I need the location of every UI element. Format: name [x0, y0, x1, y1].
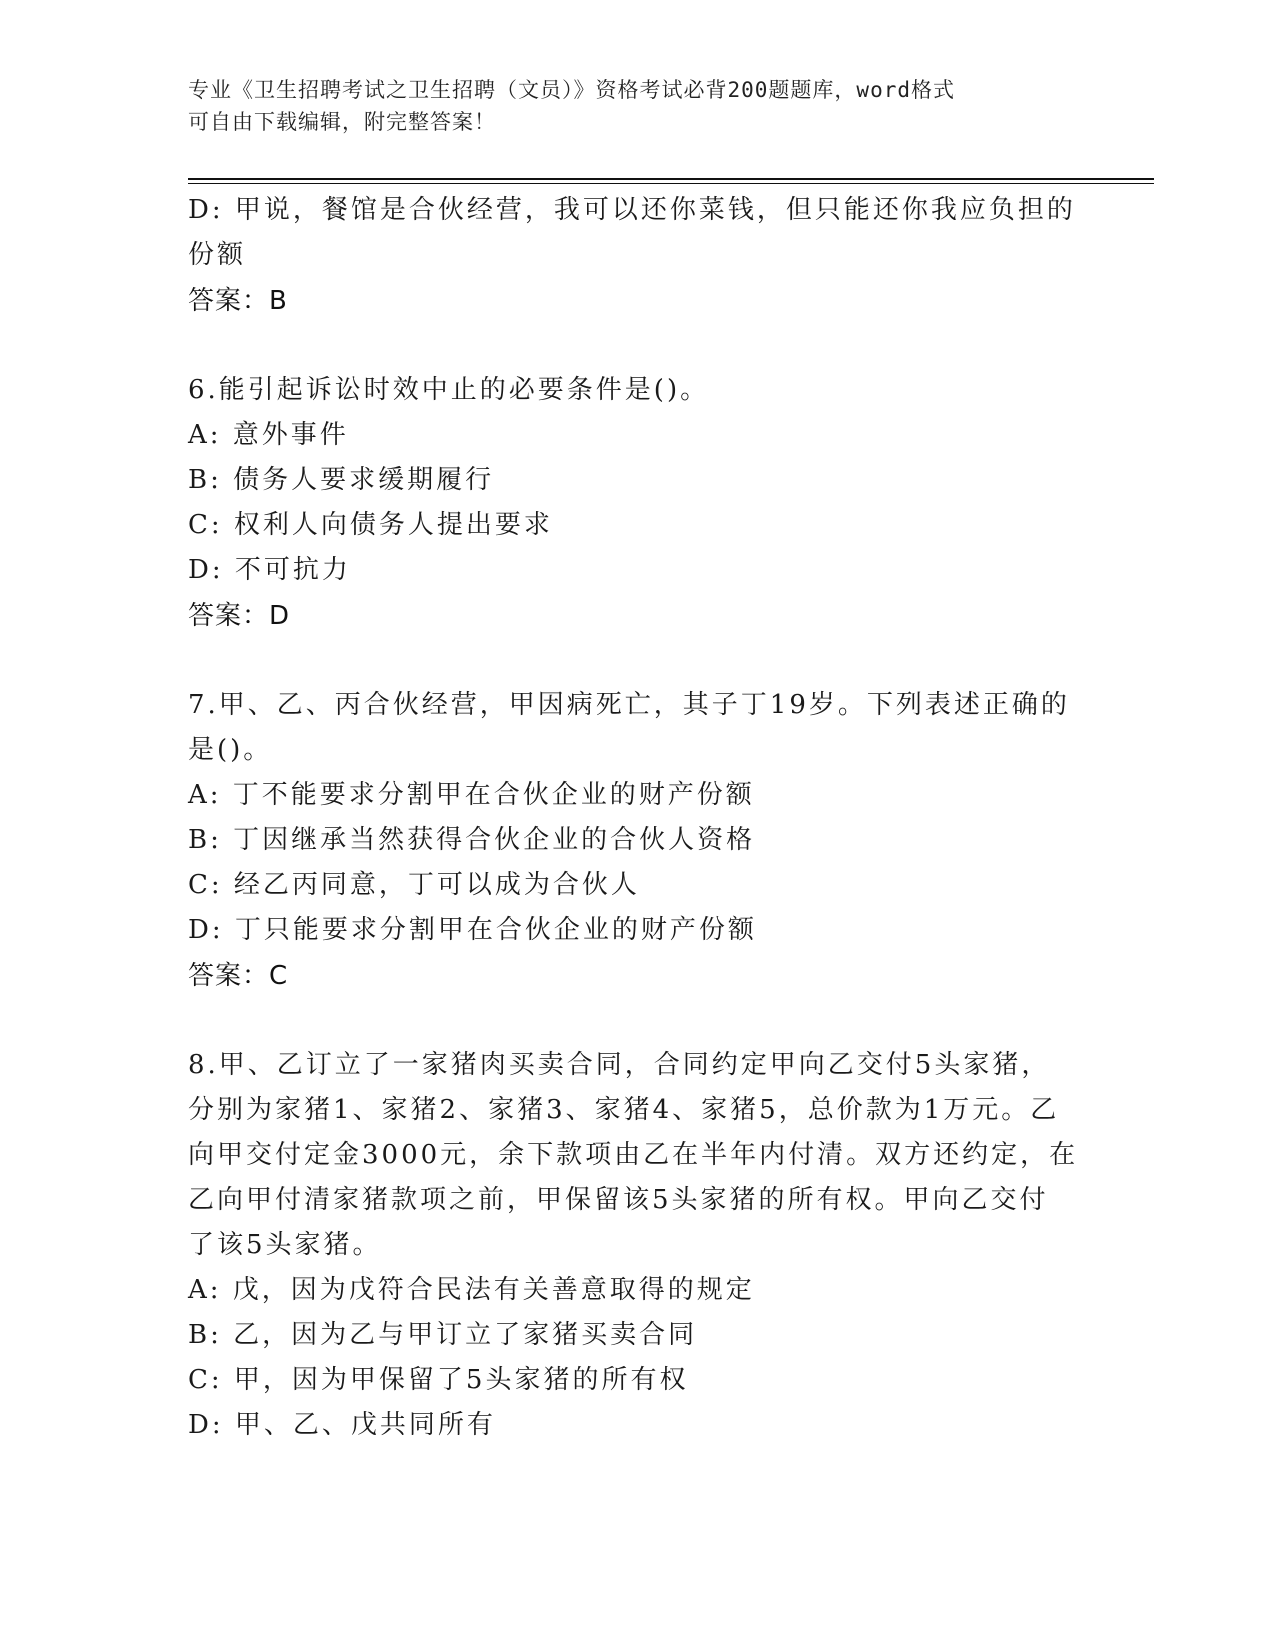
question-stem: 6.能引起诉讼时效中止的必要条件是()。	[188, 375, 710, 405]
option-d-continued: 份额	[188, 240, 247, 270]
question-stem-continued: 分别为家猪1、家猪2、家猪3、家猪4、家猪5，总价款为1万元。乙	[188, 1095, 1060, 1125]
header-line-2: 可自由下载编辑，附完整答案！	[188, 110, 496, 134]
option-b: B: 债务人要求缓期履行	[188, 465, 495, 495]
option-a: A: 戊，因为戊符合民法有关善意取得的规定	[188, 1275, 755, 1305]
spacer	[188, 639, 1088, 683]
header-rule-thin	[188, 183, 1154, 184]
header-line-1: 专业《卫生招聘考试之卫生招聘（文员）》资格考试必背200题题库，word格式	[188, 78, 955, 102]
option-b: B: 丁因继承当然获得合伙企业的合伙人资格	[188, 825, 756, 855]
header-rule-thick	[188, 178, 1154, 180]
option-a: A: 意外事件	[188, 420, 349, 450]
option-d: D: 丁只能要求分割甲在合伙企业的财产份额	[188, 915, 757, 945]
option-c: C: 经乙丙同意，丁可以成为合伙人	[188, 870, 640, 900]
question-stem-continued: 了该5头家猪。	[188, 1230, 382, 1260]
option-d: D: 甲说，餐馆是合伙经营，我可以还你菜钱，但只能还你我应负担的	[188, 195, 1076, 225]
page-header	[188, 74, 1068, 138]
spacer	[188, 999, 1088, 1043]
question-5	[188, 188, 1088, 324]
question-7	[188, 683, 1088, 999]
question-content	[188, 188, 1088, 1448]
answer-label: 答案：B	[188, 286, 288, 316]
option-a: A: 丁不能要求分割甲在合伙企业的财产份额	[188, 780, 755, 810]
option-b: B: 乙，因为乙与甲订立了家猪买卖合同	[188, 1320, 698, 1350]
question-stem: 8.甲、乙订立了一家猪肉买卖合同，合同约定甲向乙交付5头家猪，	[188, 1050, 1051, 1080]
question-stem-continued: 向甲交付定金3000元，余下款项由乙在半年内付清。双方还约定，在	[188, 1140, 1079, 1170]
answer-label: 答案：C	[188, 961, 289, 991]
option-c: C: 权利人向债务人提出要求	[188, 510, 553, 540]
question-stem-continued: 是()。	[188, 735, 273, 765]
option-c: C: 甲，因为甲保留了5头家猪的所有权	[188, 1365, 689, 1395]
option-d: D: 不可抗力	[188, 555, 351, 585]
question-6	[188, 368, 1088, 639]
question-stem-continued: 乙向甲付清家猪款项之前，甲保留该5头家猪的所有权。甲向乙交付	[188, 1185, 1049, 1215]
option-d: D: 甲、乙、戊共同所有	[188, 1410, 496, 1440]
question-8	[188, 1043, 1088, 1448]
answer-label: 答案：D	[188, 601, 291, 631]
spacer	[188, 324, 1088, 368]
question-stem: 7.甲、乙、丙合伙经营，甲因病死亡，其子丁19岁。下列表述正确的	[188, 690, 1070, 720]
